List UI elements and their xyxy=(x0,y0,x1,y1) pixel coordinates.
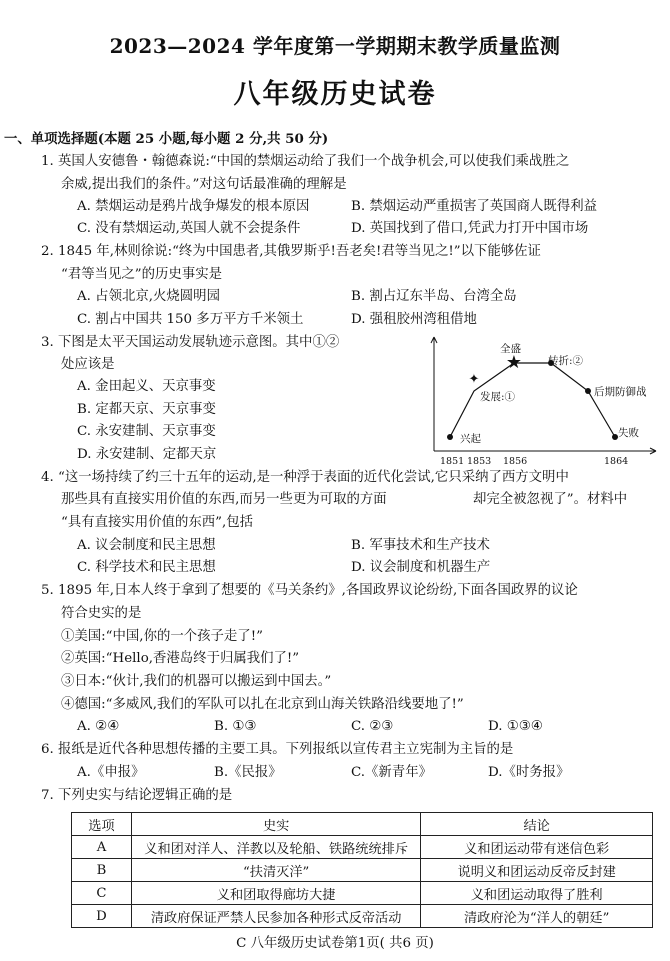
q5-statement-2: ②英国:“Hello,香港岛终于归属我们了!” xyxy=(61,651,300,666)
q4-stem-line1: 4. “这一场持续了约三十五年的运动,是一种浮于表面的近代化尝试,它只采纳了西方文明中 xyxy=(41,470,569,485)
q7-row-c-conclusion: 义和团运动取得了胜利 xyxy=(421,882,653,905)
label-rise: 兴起 xyxy=(460,433,481,445)
section-heading: 一、单项选择题(本题 25 小题,每小题 2 分,共 50 分) xyxy=(4,131,329,147)
q1-option-d: D. 英国找到了借口,凭武力打开中国市场 xyxy=(351,221,589,236)
tick-1864: 1864 xyxy=(604,456,629,467)
q7-row-d-option: D xyxy=(72,905,132,928)
q1-option-b: B. 禁烟运动严重损害了英国商人既得利益 xyxy=(351,199,597,214)
q5-statement-3: ③日本:“伙计,我们的机器可以搬运到中国去。” xyxy=(61,674,332,689)
label-develop: 发展:① xyxy=(480,391,516,403)
exam-subtitle: 八年级历史试卷 xyxy=(233,79,437,110)
q7-row-d-conclusion: 清政府沦为“洋人的朝廷” xyxy=(421,905,653,928)
q3-option-d: D. 永安建制、定都天京 xyxy=(77,447,217,462)
point-rise xyxy=(447,434,453,440)
label-fail: 失败 xyxy=(618,427,639,439)
q2-option-c: C. 割占中国共 150 多万平方千米领土 xyxy=(77,312,304,327)
q5-statement-4: ④德国:“多威风,我们的军队可以扎在北京到山海关铁路沿线要地了!” xyxy=(61,697,464,712)
q5-statement-1: ①美国:“中国,你的一个孩子走了!” xyxy=(61,629,263,644)
page-footer: C 八年级历史试卷第1页( 共6 页) xyxy=(236,936,434,951)
point-late xyxy=(585,388,591,394)
q5-stem-line1: 5. 1895 年,日本人终于拿到了想要的《马关条约》,各国政界议论纷纷,下面各国政界的议论 xyxy=(41,583,578,598)
point-peak-star: ★ xyxy=(505,352,523,373)
q7-row-a-conclusion: 义和团运动带有迷信色彩 xyxy=(421,836,653,859)
tick-1853: 1853 xyxy=(467,456,492,467)
q7-header-fact: 史实 xyxy=(131,813,420,836)
q4-stem-line2a: 那些具有直接实用价值的东西,而另一些更为可取的方面 xyxy=(61,492,387,507)
q7-row-a-option: A xyxy=(72,836,132,859)
q4-option-d: D. 议会制度和机器生产 xyxy=(351,560,491,575)
q7-row-b-option: B xyxy=(72,859,132,882)
q6-stem: 6. 报纸是近代各种思想传播的主要工具。下列报纸以宣传君主立宪制为主旨的是 xyxy=(41,742,514,757)
q5-stem-line2: 符合史实的是 xyxy=(61,606,142,621)
table-row xyxy=(72,859,653,882)
q3-stem-line1: 3. 下图是太平天国运动发展轨迹示意图。其中①② xyxy=(41,335,340,350)
q2-stem-line2: “君等当见之”的历史事实是 xyxy=(61,267,222,282)
q7-row-c-option: C xyxy=(72,882,132,905)
q7-row-b-fact: “扶清灭洋” xyxy=(131,859,420,882)
q6-option-a: A.《申报》 xyxy=(77,765,145,780)
q7-stem: 7. 下列史实与结论逻辑正确的是 xyxy=(41,788,233,803)
q1-option-c: C. 没有禁烟运动,英国人就不会提条件 xyxy=(77,221,301,236)
tick-1856: 1856 xyxy=(503,456,528,467)
q5-option-b: B. ①③ xyxy=(214,719,257,734)
taiping-trajectory-diagram xyxy=(428,333,660,468)
q7-header-option: 选项 xyxy=(72,813,132,836)
q7-table xyxy=(71,812,653,928)
q6-option-c: C.《新青年》 xyxy=(351,765,432,780)
q5-option-d: D. ①③④ xyxy=(488,719,543,734)
q7-table-header xyxy=(72,813,653,836)
q3-option-a: A. 金田起义、天京事变 xyxy=(77,379,216,394)
table-row xyxy=(72,836,653,859)
q2-option-a: A. 占领北京,火烧圆明园 xyxy=(77,289,220,304)
q7-row-d-fact: 清政府保证严禁人民参加各种形式反帝活动 xyxy=(131,905,420,928)
q1-stem-line2: 余威,提出我们的条件。”对这句话最准确的理解是 xyxy=(61,177,347,192)
q5-option-a: A. ②④ xyxy=(77,719,120,734)
table-row xyxy=(72,905,653,928)
q2-stem-line1: 2. 1845 年,林则徐说:“终为中国患者,其俄罗斯乎!吾老矣!君等当见之!”以下能够佐证 xyxy=(41,244,541,259)
q7-row-c-fact: 义和团取得廊坊大捷 xyxy=(131,882,420,905)
q3-option-b: B. 定都天京、天京事变 xyxy=(77,402,216,417)
point-develop-star: ✦ xyxy=(468,372,480,387)
q3-stem-line2: 处应该是 xyxy=(61,357,115,372)
q4-option-a: A. 议会制度和民主思想 xyxy=(77,538,216,553)
q6-option-d: D.《时务报》 xyxy=(488,765,570,780)
label-peak: 全盛 xyxy=(500,343,521,355)
tick-1851: 1851 xyxy=(440,456,465,467)
label-late: 后期防御战 xyxy=(594,386,647,398)
label-turn: 转折:② xyxy=(548,355,584,367)
q4-stem-line3: “具有直接实用价值的东西”,包括 xyxy=(61,515,254,530)
table-row xyxy=(72,882,653,905)
q3-option-c: C. 永安建制、天京事变 xyxy=(77,424,216,439)
q4-option-b: B. 军事技术和生产技术 xyxy=(351,538,490,553)
q7-header-conclusion: 结论 xyxy=(421,813,653,836)
q4-option-c: C. 科学技术和民主思想 xyxy=(77,560,216,575)
q6-option-b: B.《民报》 xyxy=(214,765,282,780)
q1-stem-line1: 1. 英国人安德鲁・翰德森说:“中国的禁烟运动给了我们一个战争机会,可以使我们乘战胜之 xyxy=(41,154,570,169)
q1-option-a: A. 禁烟运动是鸦片战争爆发的根本原因 xyxy=(77,199,310,214)
exam-title: 2023—2024 学年度第一学期期末教学质量监测 xyxy=(109,34,561,58)
q7-row-b-conclusion: 说明义和团运动反帝反封建 xyxy=(421,859,653,882)
q2-option-d: D. 强租胶州湾租借地 xyxy=(351,312,477,327)
q4-stem-line2b: 却完全被忽视了”。材料中 xyxy=(473,492,628,507)
q7-row-a-fact: 义和团对洋人、洋教以及轮船、铁路统统排斥 xyxy=(131,836,420,859)
q2-option-b: B. 割占辽东半岛、台湾全岛 xyxy=(351,289,517,304)
q5-option-c: C. ②③ xyxy=(351,719,394,734)
